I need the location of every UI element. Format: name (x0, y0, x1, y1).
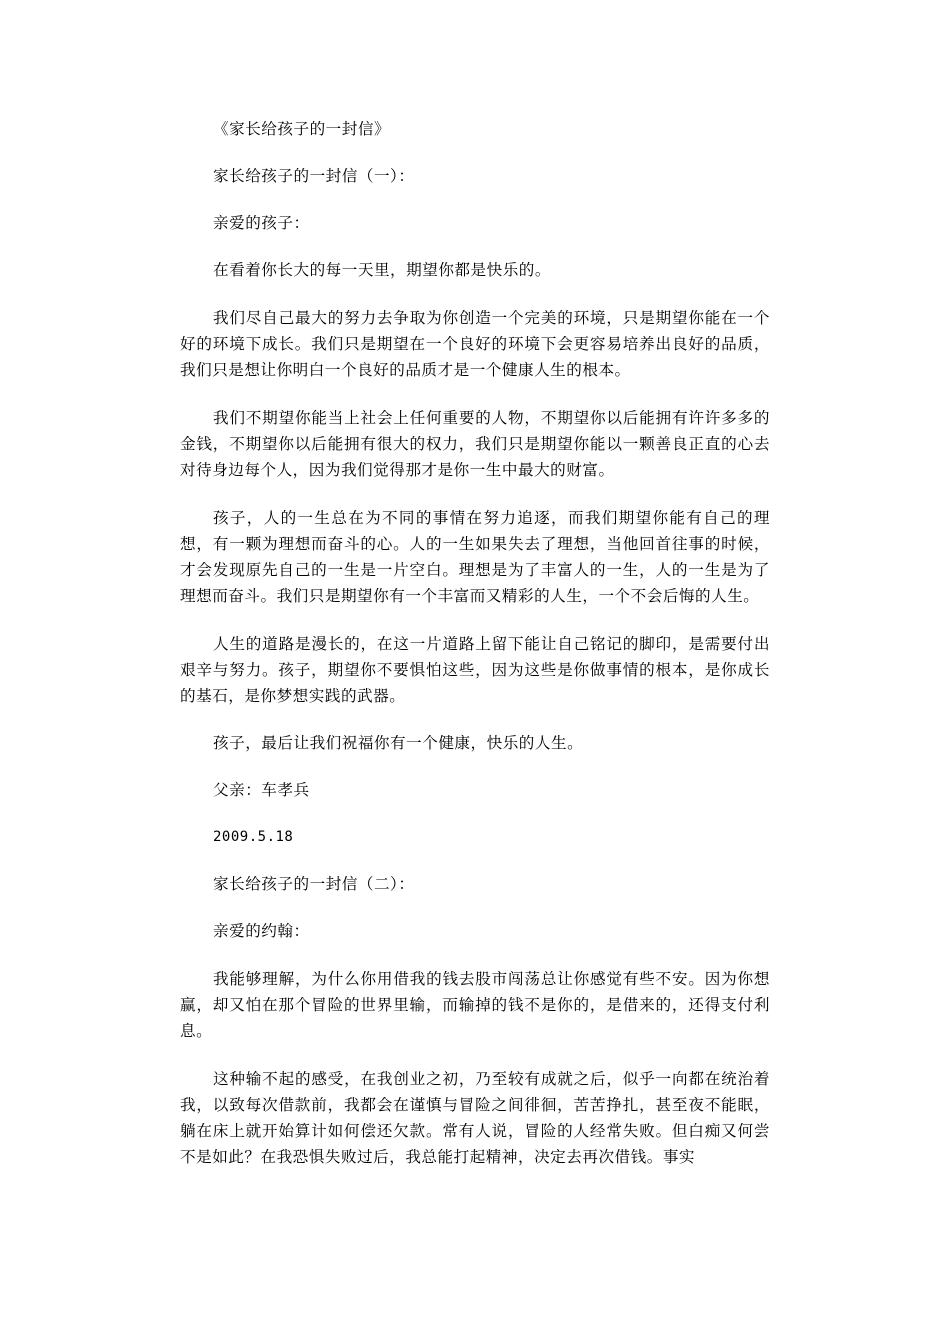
letter1-signature: 父亲：车孝兵 (213, 781, 310, 799)
letter2-heading: 家长给孩子的一封信（二）： (213, 875, 415, 893)
letter1-date: 2009.5.18 (213, 829, 294, 845)
letter1-paragraph: 我们尽自己最大的努力去争取为你创造一个完美的环境，只是期望你能在一个好的环境下成长。我们只是期望在一个良好的环境下会更容易培养出良好的品质，我们只是想让你明白一个良好的品质才是一个健康人生的根本。 (180, 309, 770, 379)
letter1-paragraph: 人生的道路是漫长的，在这一片道路上留下能让自己铭记的脚印，是需要付出艰辛与努力。孩子，期望你不要惧怕这些，因为这些是你做事情的根本，是你成长的基石，是你梦想实践的武器。 (180, 635, 770, 705)
document-title: 《家长给孩子的一封信》 (213, 120, 391, 138)
letter1-paragraph: 孩子，人的一生总在为不同的事情在努力追逐，而我们期望你能有自己的理想，有一颗为理想而奋斗的心。人的一生如果失去了理想，当他回首往事的时候，才会发现原先自己的一生是一片空白。理想是为了丰富人的一生，人的一生是为了理想而奋斗。我们只是期望你有一个丰富而又精彩的人生，一个不会后悔的人生。 (180, 509, 770, 605)
document-body (180, 116, 770, 1170)
letter2-salutation: 亲爱的约翰： (213, 922, 310, 940)
letter1-paragraph: 在看着你长大的每一天里，期望你都是快乐的。 (213, 261, 551, 279)
letter1-salutation: 亲爱的孩子： (213, 214, 310, 232)
letter2-paragraph: 我能够理解，为什么你用借我的钱去股市闯荡总让你感觉有些不安。因为你想赢，却又怕在那个冒险的世界里输，而输掉的钱不是你的，是借来的，还得支付利息。 (180, 970, 770, 1040)
letter1-paragraph: 我们不期望你能当上社会上任何重要的人物，不期望你以后能拥有许许多多的金钱，不期望你以后能拥有很大的权力，我们只是期望你能以一颗善良正直的心去对待身边每个人，因为我们觉得那才是你一生中最大的财富。 (180, 409, 770, 479)
letter1-paragraph: 孩子，最后让我们祝福你有一个健康，快乐的人生。 (213, 734, 584, 752)
letter2-paragraph: 这种输不起的感受，在我创业之初，乃至较有成就之后，似乎一向都在统治着我，以致每次借款前，我都会在谨慎与冒险之间徘徊，苦苦挣扎，甚至夜不能眠，躺在床上就开始算计如何偿还欠款。常有人说，冒险的人经常失败。但白痴又何尝不是如此？在我恐惧失败过后，我总能打起精神，决定去再次借钱。事实 (180, 1070, 770, 1166)
letter1-heading: 家长给孩子的一封信（一）： (213, 167, 415, 185)
